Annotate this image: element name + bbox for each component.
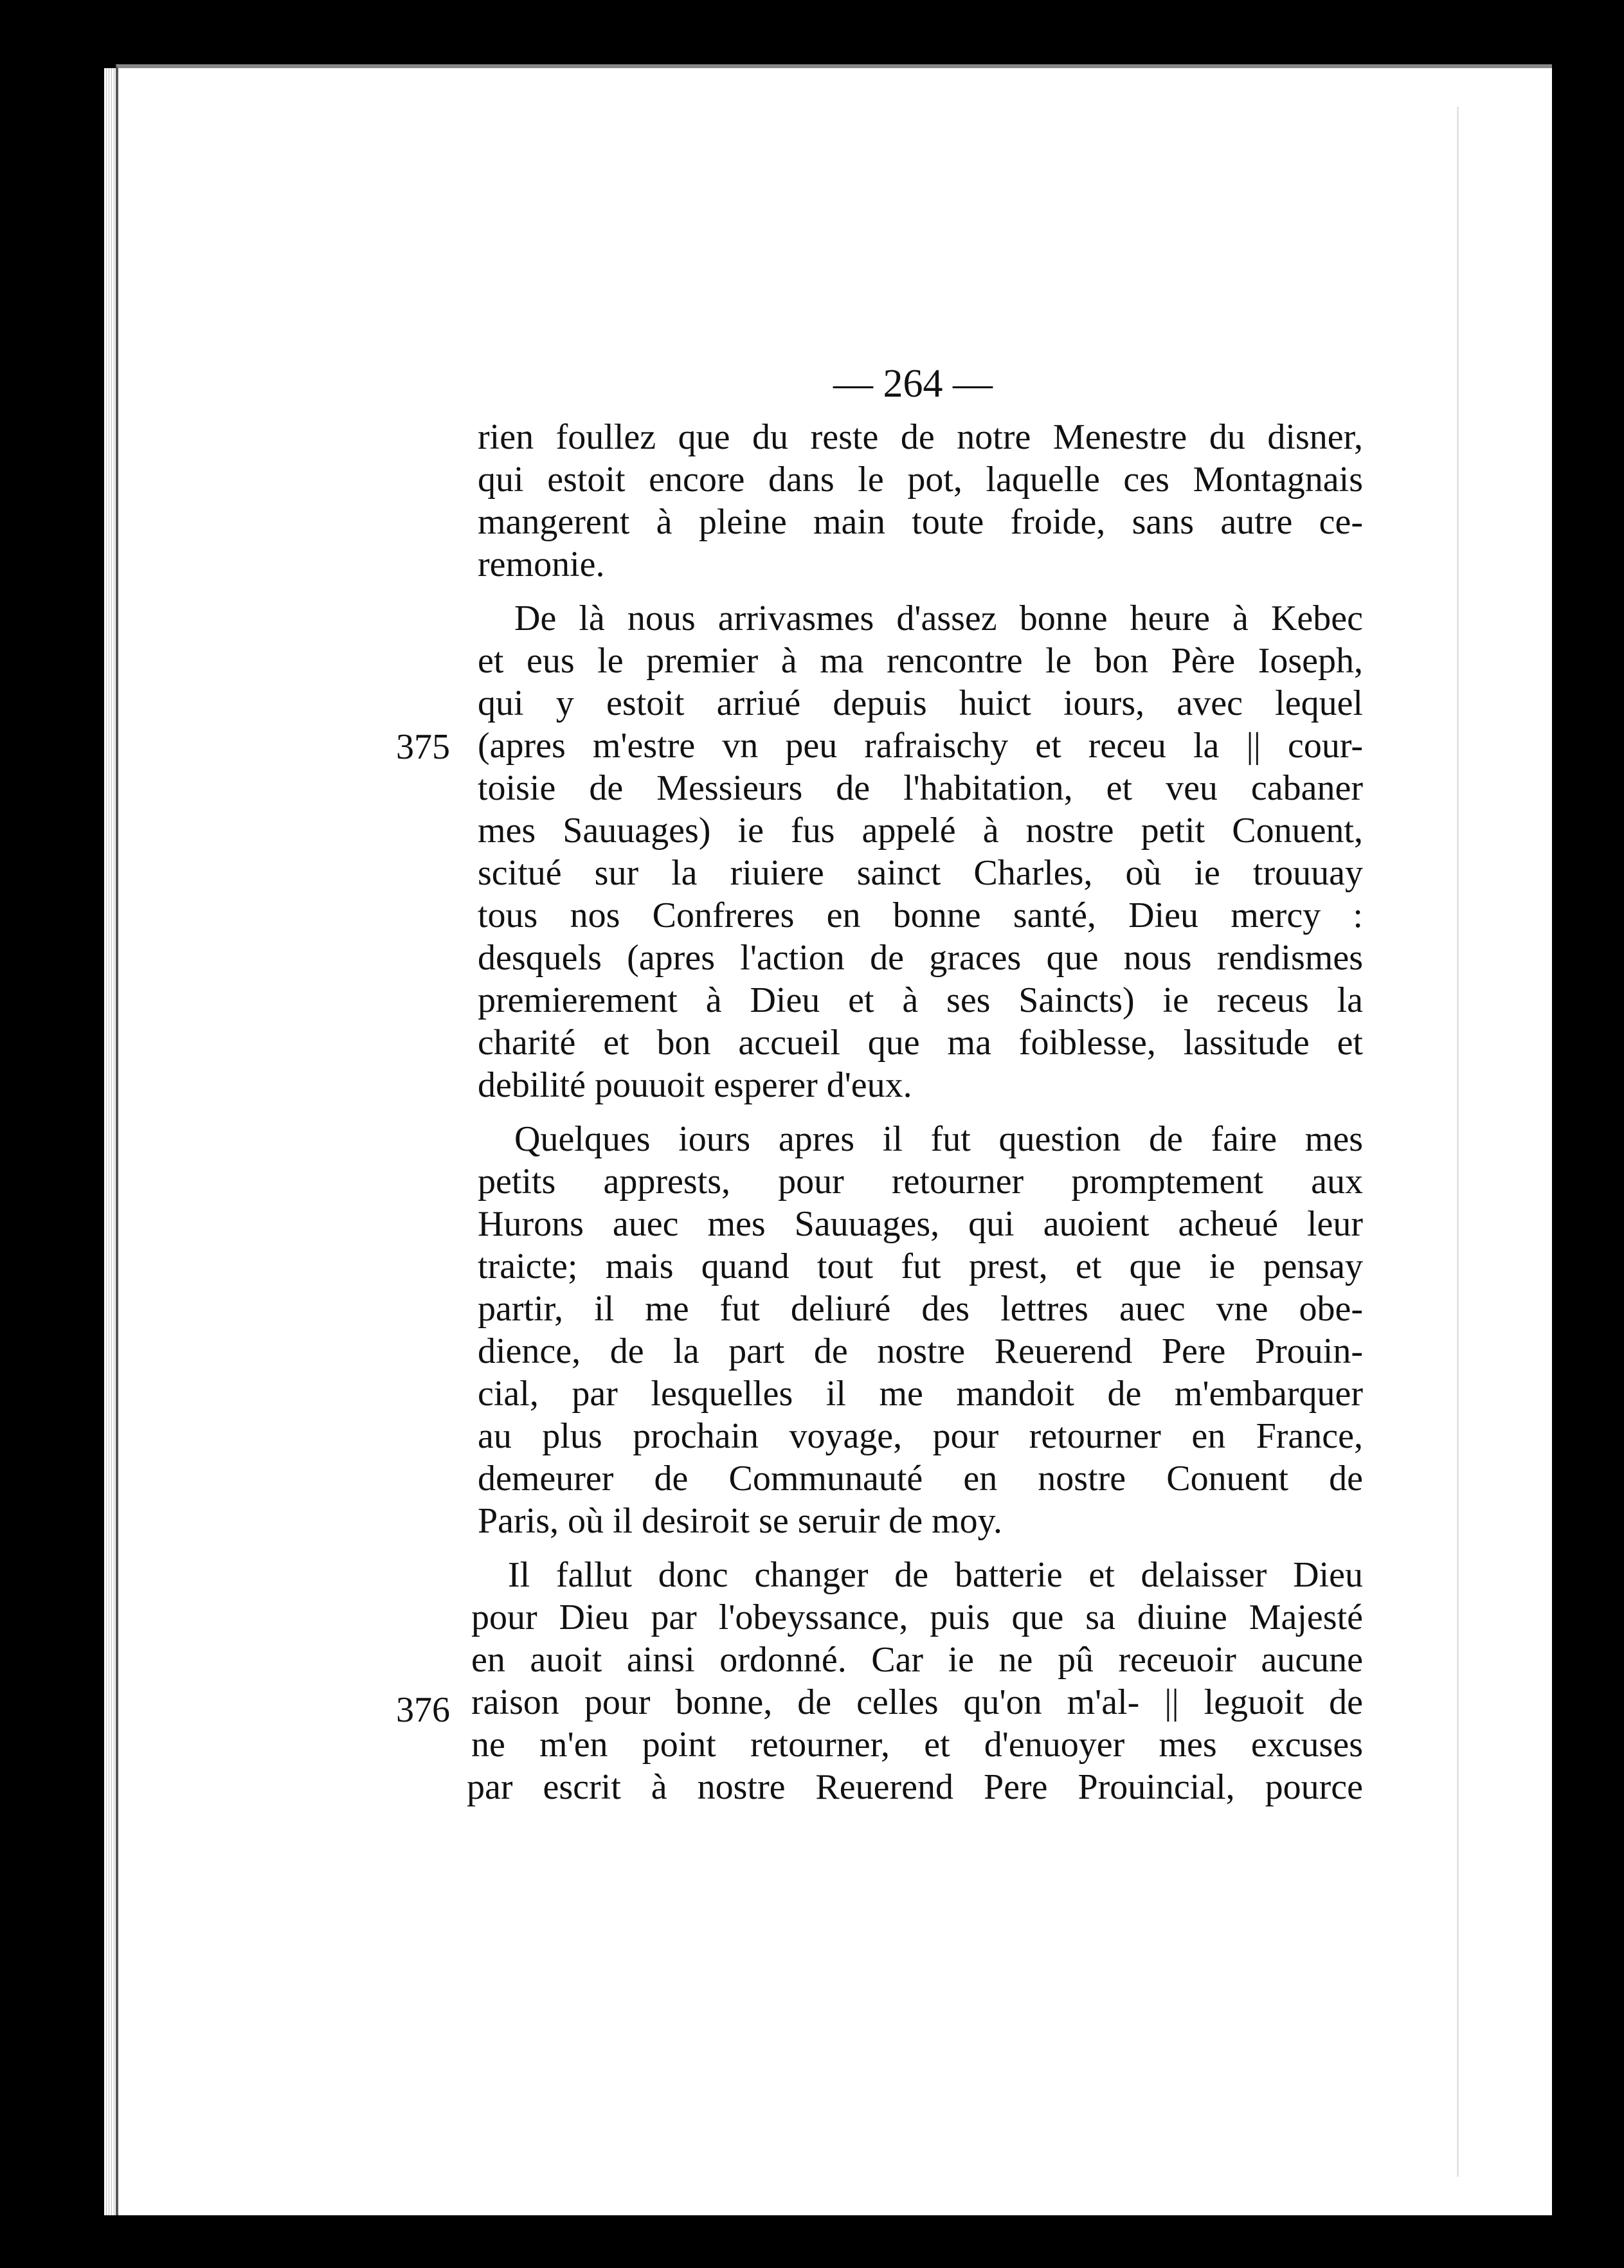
text-line: au plus prochain voyage, pour retourner en France, [478,1416,1363,1456]
text-line: Hurons auec mes Sauuages, qui auoient acheué leur [478,1204,1363,1244]
text-line: Paris, où il desiroit se seruir de moy. [478,1501,1003,1541]
text-line: cial, par lesquelles il me mandoit de m'embarquer [478,1374,1363,1414]
text-line: ne m'en point retourner, et d'enuoyer mes excuses [471,1725,1363,1765]
text-line: traicte; mais quand tout fut prest, et que ie pensay [478,1246,1363,1286]
text-line: qui estoit encore dans le pot, laquelle ces Montagnais [478,460,1363,500]
text-line: toisie de Messieurs de l'habitation, et veu cabaner [478,768,1363,808]
text-line: premierement à Dieu et à ses Saincts) ie receus la [478,980,1363,1020]
text-line: mes Sauuages) ie fus appelé à nostre petit Conuent, [478,811,1363,851]
edge-mark [1598,1434,1617,1439]
page-number: — 264 — [833,362,993,406]
text-line: Il fallut donc changer de batterie et delaisser Dieu [508,1555,1363,1595]
text-line: rien foullez que du reste de notre Menestre du disner, [478,417,1363,457]
text-line: raison pour bonne, de celles qu'on m'al- || leguoit de [471,1682,1363,1722]
text-line: mangerent à pleine main toute froide, sans autre ce- [478,502,1363,542]
text-line: De là nous arrivasmes d'assez bonne heure à Kebec [514,598,1363,638]
text-line: tous nos Confreres en bonne santé, Dieu mercy : [478,896,1363,935]
text-line: partir, il me fut deliuré des lettres auec vne obe- [478,1289,1363,1329]
text-line: et eus le premier à ma rencontre le bon Père Ioseph, [478,641,1363,681]
text-line: Quelques iours apres il fut question de faire mes [514,1119,1363,1159]
text-line: dience, de la part de nostre Reuerend Pere Prouin- [478,1331,1363,1371]
text-line: (apres m'estre vn peu rafraischy et receu la || cour- [478,726,1363,766]
margin-line-number: 376 [396,1690,450,1730]
margin-line-number: 375 [396,727,450,767]
text-line: en auoit ainsi ordonné. Car ie ne pû receuoir aucune [471,1640,1363,1680]
text-line: qui y estoit arriué depuis huict iours, avec lequel [478,683,1363,723]
text-line: demeurer de Communauté en nostre Conuent de [478,1459,1363,1498]
text-line: par escrit à nostre Reuerend Pere Prouincial, pource [467,1767,1363,1807]
text-line: remonie. [478,544,605,584]
text-line: desquels (apres l'action de graces que nous rendismes [478,938,1363,978]
edge-mark [1598,1691,1617,1696]
text-line: pour Dieu par l'obeyssance, puis que sa diuine Majesté [471,1598,1363,1637]
edge-mark [1598,1498,1617,1503]
text-line: petits apprests, pour retourner promptement aux [478,1162,1363,1202]
edge-mark [1598,1626,1617,1632]
edge-mark [1598,1562,1617,1567]
text-line: scitué sur la riuiere sainct Charles, où ie trouuay [478,853,1363,893]
text-line: charité et bon accueil que ma foiblesse, lassitude et [478,1023,1363,1063]
text-line: debilité pouuoit esperer d'eux. [478,1065,912,1105]
